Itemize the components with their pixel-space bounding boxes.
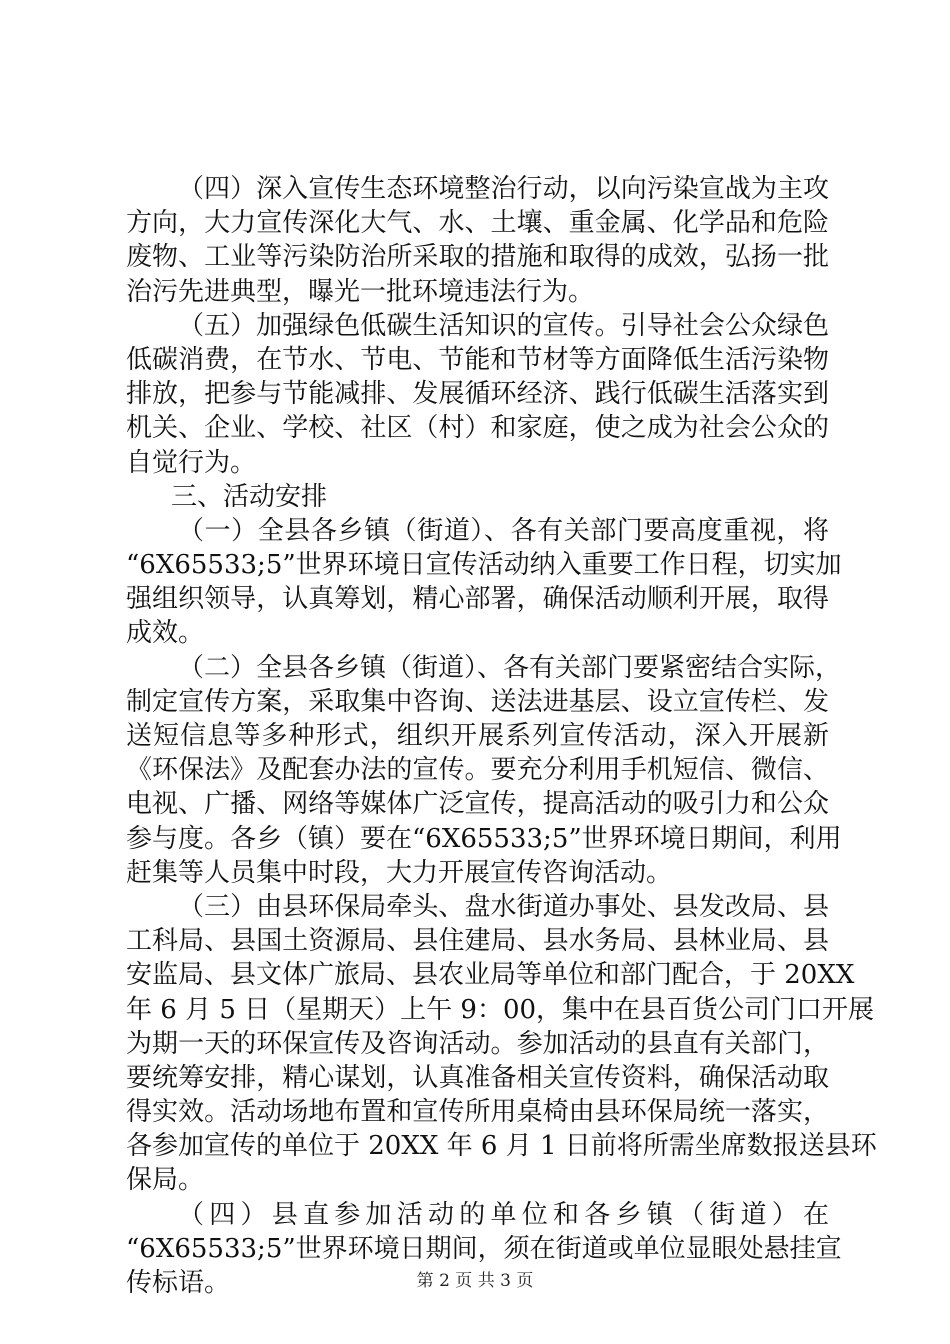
paragraph-line: （四）县直参加活动的单位和各乡镇（街道）在 — [178, 1199, 829, 1230]
paragraph-line: 安监局、县文体广旅局、县农业局等单位和部门配合，于 20XX — [126, 960, 855, 991]
document-body — [126, 172, 877, 1300]
paragraph-line: 强组织领导，认真筹划，精心部署，确保活动顺利开展，取得 — [126, 584, 829, 615]
section-heading: 三、活动安排 — [171, 481, 328, 512]
paragraph-line: 《环保法》及配套办法的宣传。要充分利用手机短信、微信、 — [126, 755, 829, 786]
paragraph-line: 方向，大力宣传深化大气、水、土壤、重金属、化学品和危险 — [126, 208, 829, 239]
paragraph-line: “6X65533;5”世界环境日宣传活动纳入重要工作日程，切实加 — [126, 550, 842, 581]
paragraph-line: 治污先进典型，曝光一批环境违法行为。 — [126, 276, 595, 307]
paragraph-line: 得实效。活动场地布置和宣传所用桌椅由县环保局统一落实， — [126, 1097, 829, 1128]
paragraph-line: 赶集等人员集中时段，大力开展宣传咨询活动。 — [126, 857, 673, 888]
paragraph-line: 年 6 月 5 日（星期天）上午 9：00，集中在县百货公司门口开展 — [126, 994, 875, 1025]
paragraph-line: 电视、广播、网络等媒体广泛宣传，提高活动的吸引力和公众 — [126, 789, 829, 820]
paragraph-line: 自觉行为。 — [126, 447, 257, 478]
paragraph-line: 参与度。各乡（镇）要在“6X65533;5”世界环境日期间，利用 — [126, 823, 842, 854]
paragraph-line: 低碳消费，在节水、节电、节能和节材等方面降低生活污染物 — [126, 344, 829, 375]
paragraph-line: 要统筹安排，精心谋划，认真准备相关宣传资料，确保活动取 — [126, 1062, 829, 1093]
paragraph-line: （四）深入宣传生态环境整治行动，以向污染宣战为主攻 — [178, 174, 829, 204]
paragraph-line: 保局。 — [126, 1165, 205, 1196]
paragraph-line: 废物、工业等污染防治所采取的措施和取得的成效，弘扬一批 — [126, 242, 829, 273]
paragraph-line: 传标语。 — [126, 1268, 231, 1298]
paragraph-line: 排放，把参与节能减排、发展循环经济、践行低碳生活落实到 — [126, 379, 829, 410]
paragraph-line: “6X65533;5”世界环境日期间，须在街道或单位显眼处悬挂宣 — [126, 1233, 842, 1264]
paragraph-line: 工科局、县国土资源局、县住建局、县水务局、县林业局、县 — [126, 926, 829, 957]
paragraph-line: 成效。 — [126, 618, 205, 649]
paragraph-line: （三）由县环保局牵头、盘水街道办事处、县发改局、县 — [178, 891, 829, 922]
paragraph-line: （二）全县各乡镇（街道）、各有关部门要紧密结合实际， — [178, 652, 842, 683]
paragraph-line: 机关、企业、学校、社区（村）和家庭，使之成为社会公众的 — [126, 413, 829, 444]
paragraph-line: （一）全县各乡镇（街道）、各有关部门要高度重视，将 — [178, 515, 829, 546]
paragraph-line: 各参加宣传的单位于 20XX 年 6 月 1 日前将所需坐席数报送县环 — [126, 1131, 877, 1162]
paragraph-line: 制定宣传方案，采取集中咨询、送法进基层、设立宣传栏、发 — [126, 686, 829, 717]
paragraph-line: 为期一天的环保宣传及咨询活动。参加活动的县直有关部门， — [126, 1028, 829, 1059]
paragraph-line: （五）加强绿色低碳生活知识的宣传。引导社会公众绿色 — [178, 310, 829, 341]
page-footer: 第 2 页 共 3 页 — [416, 1271, 534, 1291]
paragraph-line: 送短信息等多种形式，组织开展系列宣传活动，深入开展新 — [126, 721, 829, 751]
